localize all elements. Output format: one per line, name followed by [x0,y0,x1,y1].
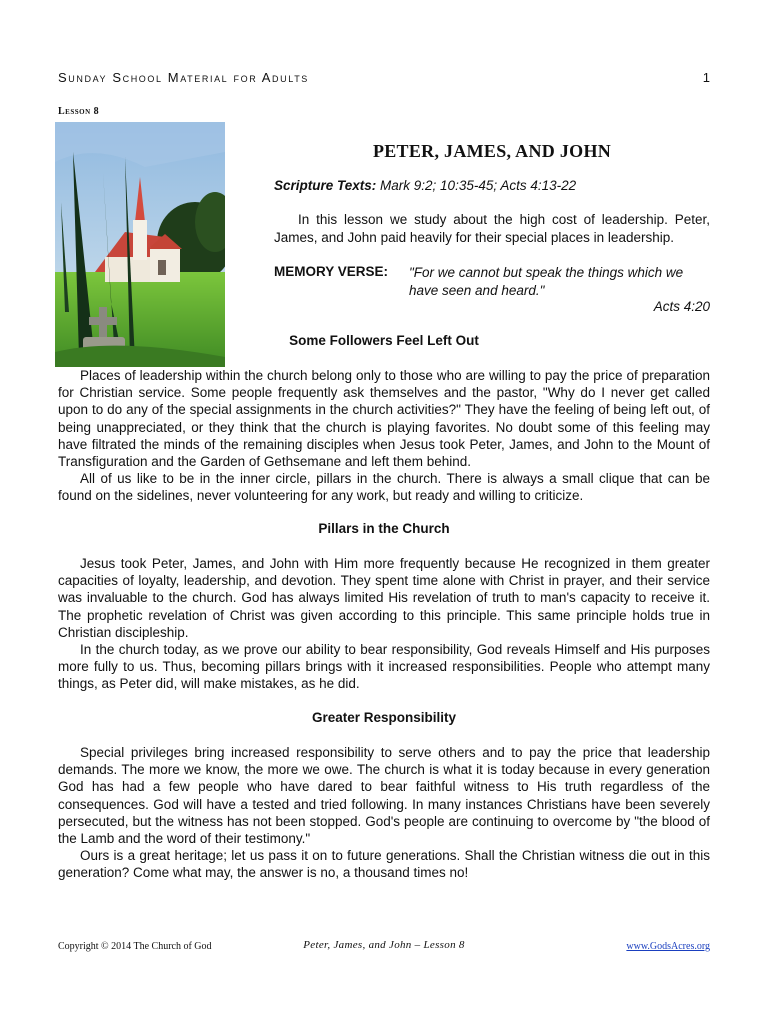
section-heading: Greater Responsibility [311,710,457,725]
scripture-texts [274,178,576,193]
scripture-label: Scripture Texts: [274,178,377,193]
paragraph: Special privileges bring increased responsibility to serve others and to pay the price that leadership demands. The more we know, the more we owe. The church is what it is today because in every generation God has had a few people who have dared to bear faithful witness to His truth regardless of the consequences. God will have a tested and tried following. In many instances Christians have been severely persecuted, but the witness has not been stopped. God's people are continuing to overcome by "the blood of the Lamb and the word of their testimony." [58,745,710,847]
page-number: 1 [702,70,710,85]
paragraph: In the church today, as we prove our ability to bear responsibility, God reveals Himself and His purposes more fully to us. Thus, becoming pillars brings with it increased responsibilities. People who attempt many things, as Peter did, will make mistakes, as he did. [58,642,710,692]
paragraph: Ours is a great heritage; let us pass it on to future generations. Shall the Christian witness die out in this generation? Come what may, the answer is no, a thousand times no! [58,848,710,881]
footer-lesson-title: Peter, James, and John – Lesson 8 [303,939,465,951]
memory-verse-text: "For we cannot but speak the things which we have seen and heard." [409,265,684,298]
paragraph: Places of leadership within the church belong only to those who are willing to pay the price of preparation for Christian service. Some people frequently ask themselves and the pastor, "Why do I never get called upon to do any of the special assignments in the church activities?" They have the feeling of being left out, of being unappreciated, or they think that the church is playing favorites. No doubt some of this feeling may have filtrated the minds of the remaining disciples when Jesus took Peter, James, and John to the Mount of Transfiguration and the Garden of Gethsemane and left them behind. [58,368,710,470]
section-heading: Pillars in the Church [318,521,450,536]
memory-verse-ref: Acts 4:20 [653,299,710,314]
header-title: Sunday School Material for Adults [58,70,309,85]
footer-copyright: Copyright © 2014 The Church of God [58,941,212,952]
intro-paragraph: In this lesson we study about the high cost of leadership. Peter, James, and John paid heavily for their special places in leadership. [274,212,710,245]
paragraph: All of us like to be in the inner circle, pillars in the church. There is always a small clique that can be found on the sidelines, never volunteering for any work, but ready and willing to criticize. [58,471,710,504]
section-body [58,367,710,505]
scripture-refs: Mark 9:2; 10:35-45; Acts 4:13-22 [376,178,577,193]
memory-verse-label: MEMORY VERSE: [274,264,389,279]
lesson-title: PETER, JAMES, AND JOHN [372,141,612,161]
footer-website-link[interactable]: www.GodsAcres.org [626,941,710,952]
lesson-label: Lesson 8 [58,106,100,117]
church-illustration [55,122,225,367]
section-body [58,744,710,882]
paragraph: Jesus took Peter, James, and John with Him more frequently because He recognized in them greater capacities of loyalty, leadership, and devotion. They spent time alone with Christ in prayer, and their service was invaluable to the church. God has always limited His revelation of truth to man's capacity to receive it. The prophetic revelation of Christ was given according to this principle. This same principle holds true in Christian discipleship. [58,556,710,640]
section-heading: Some Followers Feel Left Out [289,333,479,348]
section-body [58,555,710,693]
